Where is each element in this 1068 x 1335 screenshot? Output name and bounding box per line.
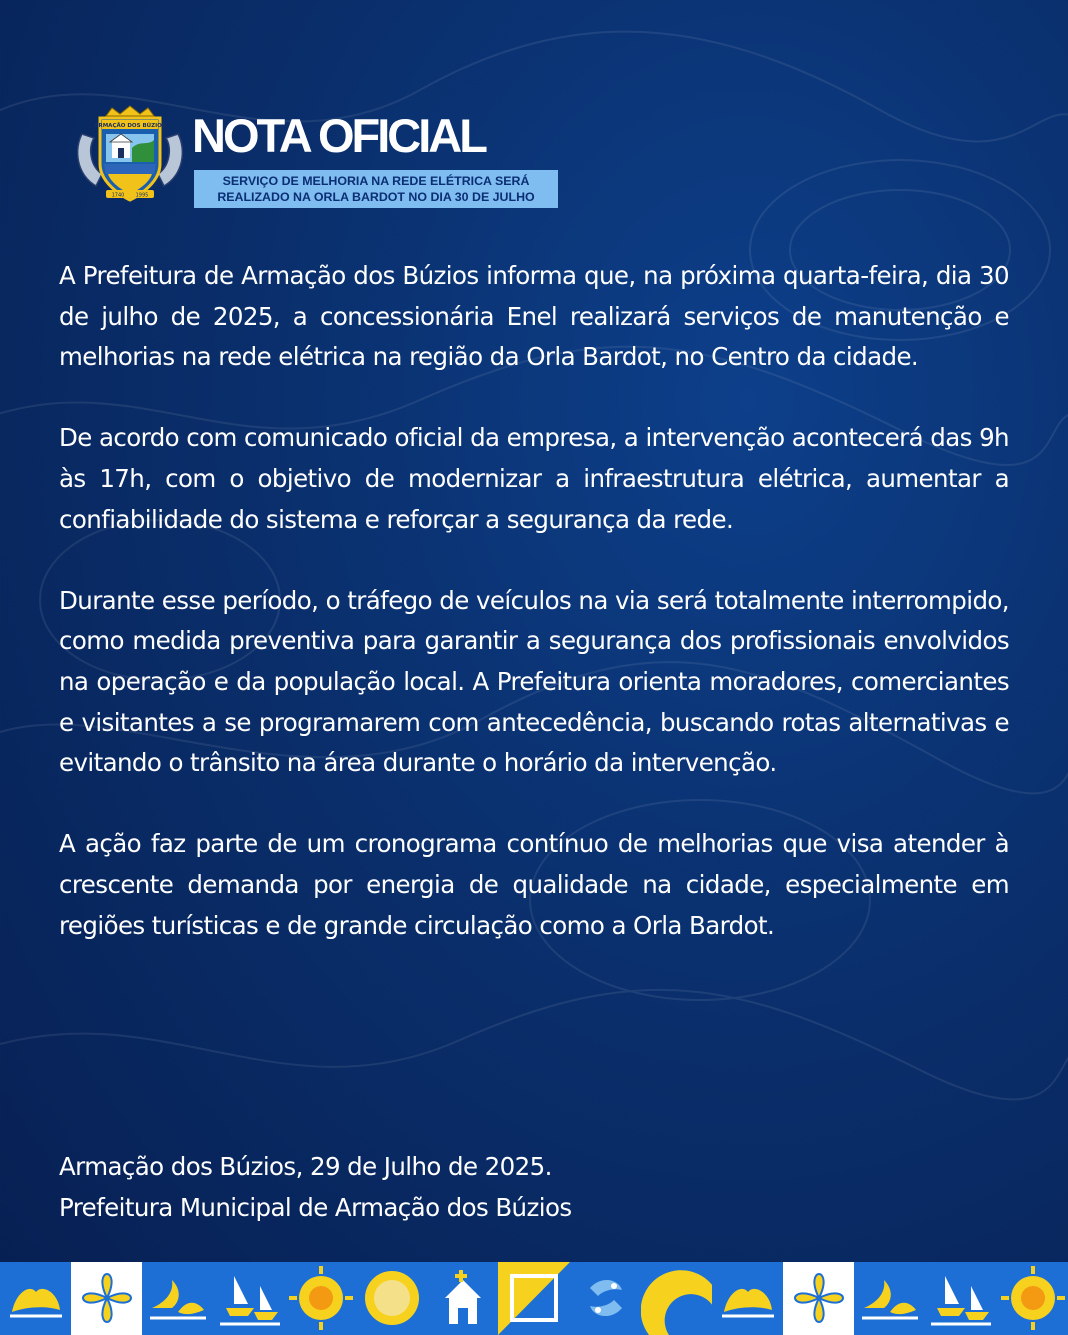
star-icon xyxy=(71,1262,142,1335)
subtitle-line-2: REALIZADO NA ORLA BARDOT NO DIA 30 DE JULHO xyxy=(217,190,535,204)
header xyxy=(72,104,572,214)
paragraph-1: A Prefeitura de Armação dos Búzios informa que, na próxima quarta-feira, dia 30 de julho de 2025, a concessionária Enel realizará serviços de manutenção e melhorias na rede elétrica na região da Orla Bardot, no Centro da cidade. xyxy=(59,261,1009,372)
paragraph-4: A ação faz parte de um cronograma contínuo de melhorias que visa atender à crescente demanda por energia de qualidade na cidade, especialmente em regiões turísticas e de grande circulação como a Orla Bardot. xyxy=(59,829,1009,940)
paragraph-3: Durante esse período, o tráfego de veículos na via será totalmente interrompido, como medida preventiva para garantir a segurança dos profissionais envolvidos na operação e da população local. A Prefeitura orienta moradores, comerciantes e visitantes a se programarem com antecedência, buscando rotas alternativas e evitando o trânsito na área durante o horário da intervenção. xyxy=(59,585,1009,778)
whale-tail-icon xyxy=(142,1262,213,1335)
subtitle-banner xyxy=(194,170,558,208)
crest-year-right: 1995 xyxy=(135,192,149,199)
signature-block xyxy=(59,1147,572,1228)
seashell-icon xyxy=(0,1262,71,1335)
church-icon xyxy=(427,1262,498,1335)
star-icon xyxy=(783,1262,854,1335)
paragraph-2: De acordo com comunicado oficial da empresa, a intervenção acontecerá das 9h às 17h, com o objetivo de modernizar a infraestrutura elétrica, aumentar a confiabilidade do sistema e reforçar a segurança da rede. xyxy=(59,423,1009,534)
place-date: Armação dos Búzios, 29 de Julho de 2025. xyxy=(59,1152,552,1181)
flag-icon xyxy=(498,1262,569,1335)
fish-icon xyxy=(570,1262,641,1335)
crest-year-left: 1740 xyxy=(111,192,125,199)
sailboat-icon xyxy=(214,1262,285,1335)
arc-icon xyxy=(641,1262,712,1335)
city-crest-emblem xyxy=(72,104,188,204)
seashell-icon xyxy=(712,1262,783,1335)
crest-banner-text: ARMAÇÃO DOS BÚZIOS xyxy=(94,123,166,129)
sun-icon xyxy=(285,1262,356,1335)
page-title: NOTA OFICIAL xyxy=(192,109,485,162)
notice-body xyxy=(59,256,1009,987)
decorative-icon-strip xyxy=(0,1262,1068,1335)
issuer: Prefeitura Municipal de Armação dos Búzios xyxy=(59,1192,572,1222)
subtitle-line-1: SERVIÇO DE MELHORIA NA REDE ELÉTRICA SERÁ xyxy=(222,174,530,188)
sun-icon xyxy=(997,1262,1068,1335)
sailboat-icon xyxy=(925,1262,996,1335)
whale-tail-icon xyxy=(854,1262,925,1335)
ring-sun-icon xyxy=(356,1262,427,1335)
